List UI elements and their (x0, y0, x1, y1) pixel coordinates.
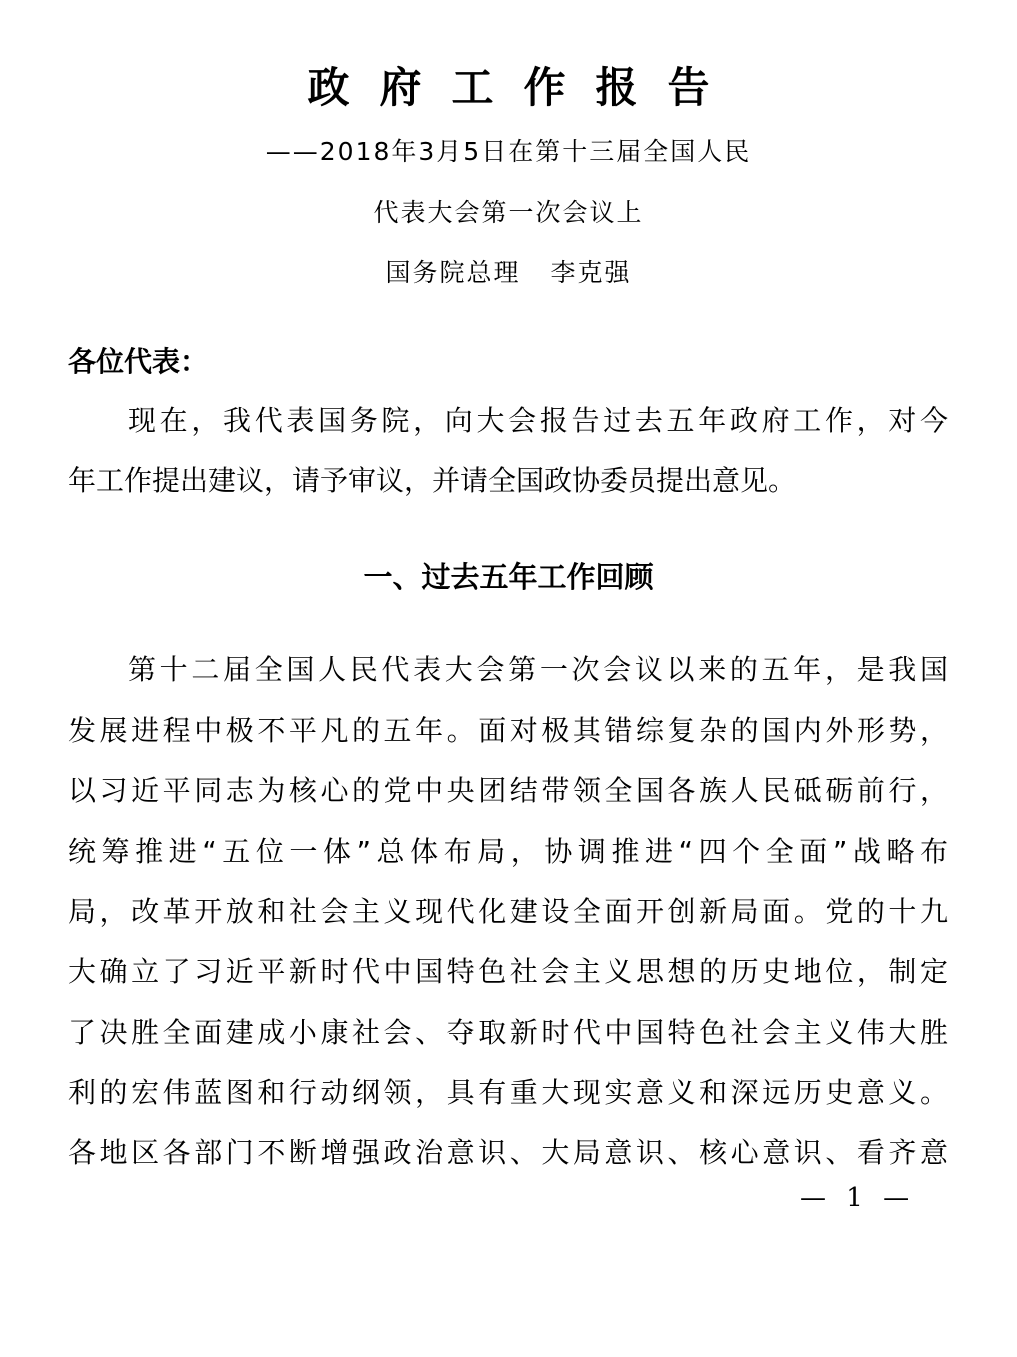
subtitle-line-1: ——2018年3月5日在第十三届全国人民 (265, 137, 752, 166)
section-heading: 一、过去五年工作回顾 (363, 560, 654, 594)
paragraph-line-4: 统筹推进“五位一体”总体布局，协调推进“四个全面”战略布 (68, 835, 948, 868)
paragraph-line-9: 各地区各部门不断增强政治意识、大局意识、核心意识、看齐意 (68, 1136, 948, 1169)
page-number: — 1 — (800, 1183, 916, 1213)
intro-line-2: 年工作提出建议，请予审议，并请全国政协委员提出意见。 (68, 464, 797, 497)
salutation: 各位代表： (68, 345, 209, 378)
paragraph-line-3: 以习近平同志为核心的党中央团结带领全国各族人民砥砺前行， (68, 774, 948, 807)
author-role: 国务院总理 (385, 258, 521, 287)
subtitle-line-2: 代表大会第一次会议上 (373, 198, 644, 227)
paragraph-line-6: 大确立了习近平新时代中国特色社会主义思想的历史地位，制定 (68, 955, 948, 988)
intro-line-1: 现在，我代表国务院，向大会报告过去五年政府工作，对今 (128, 404, 948, 437)
author-name: 李克强 (550, 258, 632, 287)
author-line (0, 255, 1017, 291)
paragraph-line-1: 第十二届全国人民代表大会第一次会议以来的五年，是我国 (128, 653, 948, 686)
paragraph-line-8: 利的宏伟蓝图和行动纲领，具有重大现实意义和深远历史意义。 (68, 1076, 948, 1109)
paragraph-line-2: 发展进程中极不平凡的五年。面对极其错综复杂的国内外形势， (68, 714, 948, 747)
paragraph-line-7: 了决胜全面建成小康社会、夺取新时代中国特色社会主义伟大胜 (68, 1016, 948, 1049)
document-title: 政府工作报告 (307, 63, 740, 112)
paragraph-line-5: 局，改革开放和社会主义现代化建设全面开创新局面。党的十九 (68, 895, 948, 928)
